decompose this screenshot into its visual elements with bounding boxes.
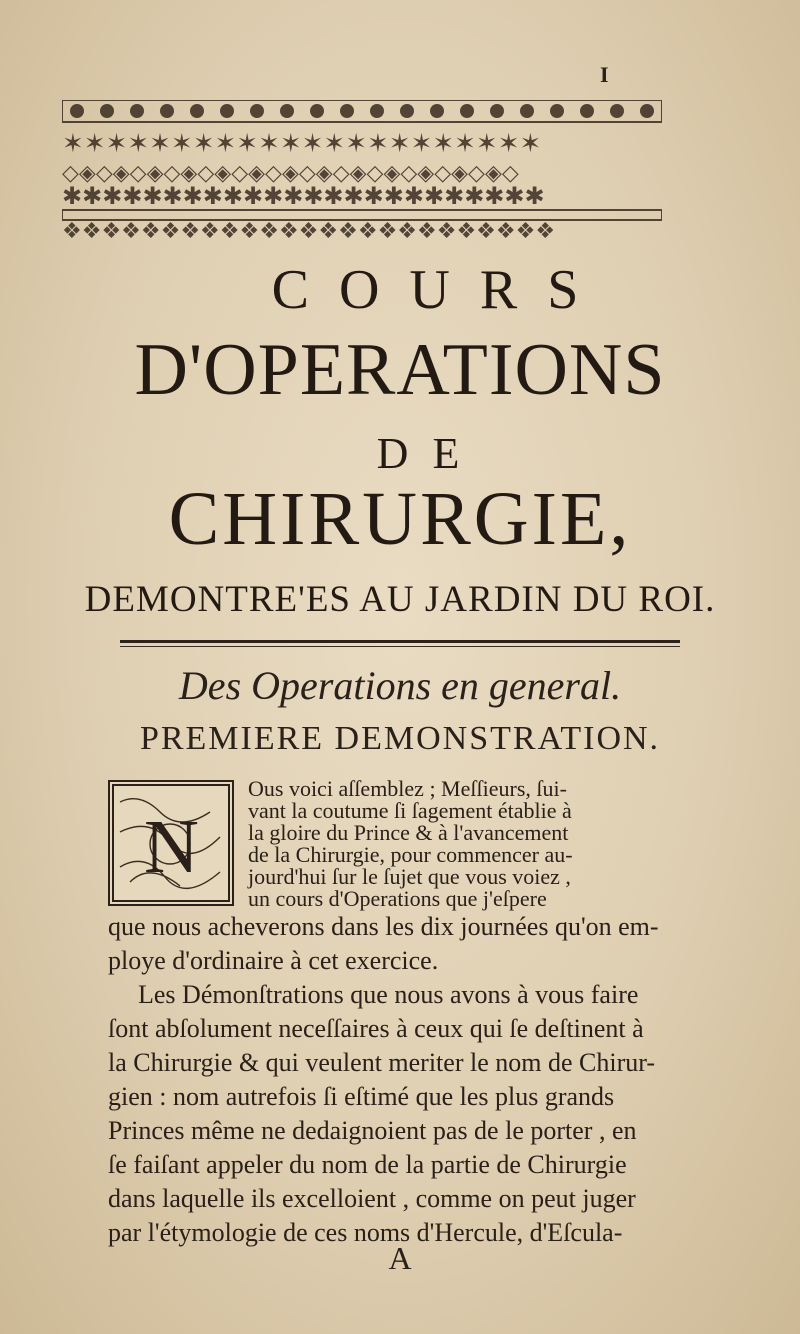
- text-line: Les Démonſtrations que nous avons à vous faire: [138, 980, 639, 1009]
- text-line: de la Chirurgie, pour commencer au-: [248, 842, 573, 867]
- svg-text:❖❖❖❖❖❖❖❖❖❖❖❖❖❖❖❖❖❖❖❖❖❖❖❖❖: ❖❖❖❖❖❖❖❖❖❖❖❖❖❖❖❖❖❖❖❖❖❖❖❖❖: [62, 219, 556, 240]
- text-line: vant la coutume ſi ſagement établie à: [248, 798, 572, 823]
- text-line: jourd'hui ſur le ſujet que vous voiez ,: [248, 864, 571, 889]
- text-line: la gloire du Prince & à l'avancement: [248, 820, 569, 845]
- decorated-initial-n-icon: [108, 780, 234, 906]
- text-line: Princes même ne dedaignoient pas de le porter , en: [108, 1116, 637, 1145]
- text-line: ſont abſolument neceſſaires à ceux qui ſe deſtinent à: [108, 1014, 644, 1043]
- text-line: gien : nom autrefois ſi eſtimé que les plus grands: [108, 1082, 615, 1111]
- text-line: la Chirurgie & qui veulent meriter le nom de Chirur-: [108, 1048, 656, 1077]
- svg-text:N: N: [144, 805, 199, 889]
- svg-text:✱✱✱✱✱✱✱✱✱✱✱✱✱✱✱✱✱✱✱✱✱✱✱✱: ✱✱✱✱✱✱✱✱✱✱✱✱✱✱✱✱✱✱✱✱✱✱✱✱: [62, 182, 545, 210]
- demonstration-title: PREMIERE DEMONSTRATION.: [139, 720, 661, 757]
- text-line: ſe faiſant appeler du nom de la partie de Chirurgie: [108, 1150, 627, 1179]
- signature-mark: A: [388, 1240, 412, 1276]
- text-line: que nous acheverons dans les dix journées qu'on em-: [108, 912, 659, 941]
- text-line: dans laquelle ils excelloient , comme on peut juger: [108, 1184, 636, 1213]
- paragraph-1-right-column: [248, 778, 573, 910]
- svg-text:◇◈◇◈◇◈◇◈◇◈◇◈◇◈◇◈◇◈◇◈◇◈◇◈◇◈◇: ◇◈◇◈◇◈◇◈◇◈◇◈◇◈◇◈◇◈◇◈◇◈◇◈◇◈◇: [62, 161, 519, 186]
- ornamental-header-band: [62, 100, 662, 240]
- title-de: DE: [376, 429, 484, 478]
- text-line: par l'étymologie de ces noms d'Hercule, d'Eſcula-: [108, 1218, 623, 1247]
- page-number: I: [600, 62, 609, 87]
- title-demontrees: DEMONTRE'ES AU JARDIN DU ROI.: [84, 579, 716, 620]
- title-rule: [120, 640, 680, 643]
- paragraph-1-full-width: [108, 910, 659, 978]
- svg-text:✶✶✶✶✶✶✶✶✶✶✶✶✶✶✶✶✶✶✶✶✶✶: ✶✶✶✶✶✶✶✶✶✶✶✶✶✶✶✶✶✶✶✶✶✶: [62, 129, 542, 159]
- text-line: un cours d'Operations que j'eſpere: [248, 886, 547, 911]
- title-rule-thin: [120, 646, 680, 647]
- title-operations: D'OPERATIONS: [134, 329, 666, 411]
- title-chirurgie: CHIRURGIE,: [168, 477, 632, 561]
- text-line: Ous voici aſſemblez ; Meſſieurs, ſui-: [248, 776, 567, 801]
- text-line: ploye d'ordinaire à cet exercice.: [108, 946, 439, 975]
- section-title: Des Operations en general.: [178, 663, 622, 708]
- paragraph-2: [108, 978, 655, 1250]
- title-cours: COURS: [271, 259, 609, 321]
